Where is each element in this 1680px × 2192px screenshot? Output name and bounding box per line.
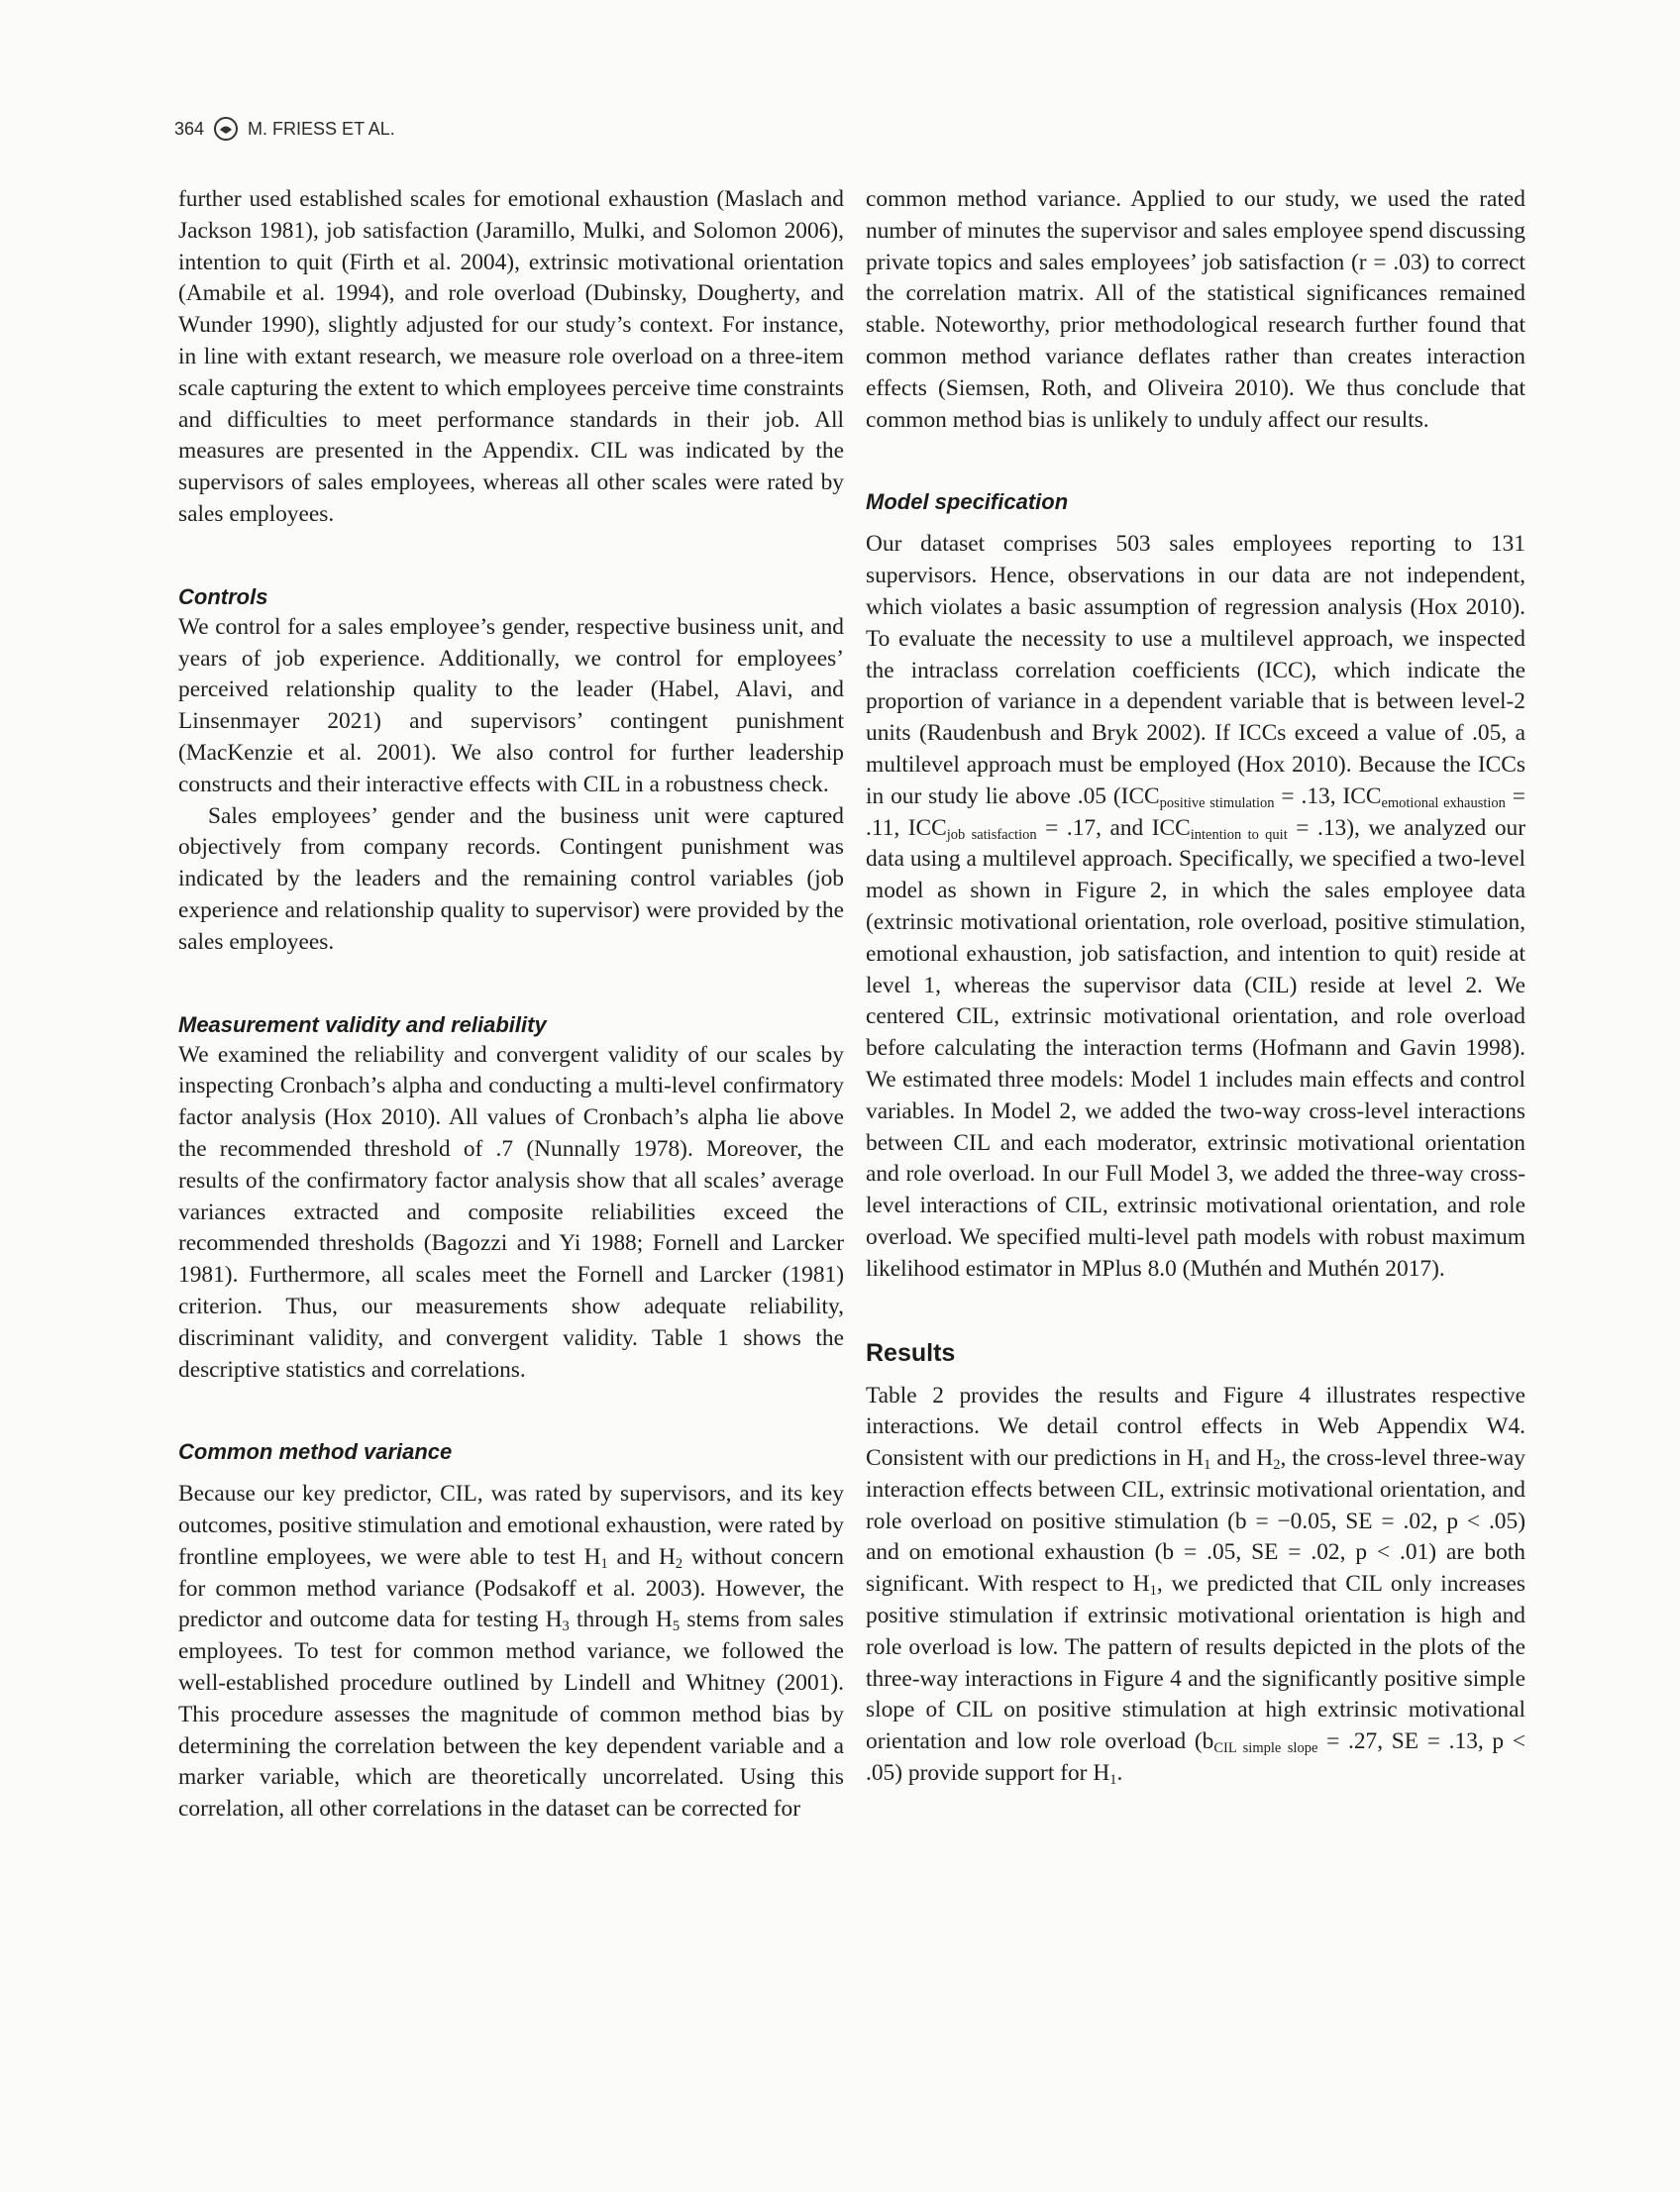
left-column: [178, 184, 844, 1826]
measurement-paragraph: We examined the reliability and convergent validity of our scales by inspecting Cronbach’s alpha and conducting a multi-level confirmatory factor analysis (Hox 2010). All values of Cronbach’s alpha lie above the recommended threshold of .7 (Nunnally 1978). Moreover, the results of the confirmatory factor analysis show that all scales’ average variances extracted and composite reliabilities exceed the recommended thresholds (Bagozzi and Yi 1988; Fornell and Larcker 1981). Furthermore, all scales meet the Fornell and Larcker (1981) criterion. Thus, our measurements show adequate reliability, discriminant validity, and convergent validity. Table 1 shows the descriptive statistics and correlations.: [178, 1041, 844, 1383]
controls-paragraph-1: We control for a sales employee’s gender, respective business unit, and years of job experience. Additionally, we control for employees’ perceived relationship quality to the leader (Habel, Alavi, and Linsenmayer 2021) and supervisors’ contingent punishment (MacKenzie et al. 2001). We also control for further leadership constructs and their interactive effects with CIL in a robustness check.: [178, 613, 844, 797]
model-spec-heading: Model specification: [866, 489, 1069, 515]
running-header: [174, 117, 395, 141]
controls-heading: Controls: [178, 583, 268, 609]
intro-paragraph: further used established scales for emotional exhaustion (Maslach and Jackson 1981), job satisfaction (Jaramillo, Mulki, and Solomon 2006), intention to quit (Firth et al. 2004), extrinsic motivational orientation (Amabile et al. 1994), and role overload (Dubinsky, Dougherty, and Wunder 1990), slightly adjusted for our study’s context. For instance, in line with extant research, we measure role overload on a three-item scale capturing the extent to which employees perceive time constraints and difficulties to meet performance standards in their job. All measures are presented in the Appendix. CIL was indicated by the supervisors of sales employees, whereas all other scales were rated by sales employees.: [178, 186, 844, 527]
results-heading: Results: [866, 1338, 956, 1367]
controls-paragraph-2: Sales employees’ gender and the business unit were captured objectively from company records. Contingent punishment was indicated by the leaders and the remaining control variables (job experience and relationship quality to supervisor) were provided by the sales employees.: [178, 802, 844, 955]
results-paragraph: Table 2 provides the results and Figure 4 illustrates respective interactions. We detail control effects in Web Appendix W4. Consistent with our predictions in $H_1$ and $H_2$, the cross-level three-way interaction effects between CIL, extrinsic motivational orientation, and role overload on positive stimulation (b = −0.05, SE = .02, p < .05) and on emotional exhaustion (b = .05, SE = .02, p < .01) are both significant. With respect to $H_1$, we predicted that CIL only increases positive stimulation if extrinsic motivational orientation is high and role overload is low. The pattern of results depicted in the plots of the three-way interactions in Figure 4 and the significantly positive simple slope of CIL on positive stimulation at high extrinsic motivational orientation and low role overload ($b_{CIL simple slope} = .27$, SE = .13, p < .05) provide support for $H_1$.: [866, 1382, 1526, 1789]
running-head: M. FRIESS ET AL.: [248, 118, 395, 139]
cmv-continued-paragraph: common method variance. Applied to our study, we used the rated number of minutes the supervisor and sales employee spend discussing private topics and sales employees’ job satisfaction (r = .03) to correct the correlation matrix. All of the statistical significances remained stable. Noteworthy, prior methodological research further found that common method variance deflates rather than creates interaction effects (Siemsen, Roth, and Oliveira 2010). We thus conclude that common method bias is unlikely to unduly affect our results.: [866, 186, 1525, 433]
measurement-heading: Measurement validity and reliability: [178, 1011, 547, 1037]
right-column: [866, 184, 1525, 1790]
cmv-paragraph: Because our key predictor, CIL, was rated by supervisors, and its key outcomes, positive stimulation and emotional exhaustion, were rated by frontline employees, we were able to test $H_1$ and $H_2$ without concern for common method variance (Podsakoff et al. 2003). However, the predictor and outcome data for testing $H_3$ through $H_5$ stems from sales employees. To test for common method variance, we followed the well-established procedure outlined by Lindell and Whitney (2001). This procedure assesses the magnitude of common method bias by determining the correlation between the key dependent variable and a marker variable, which are theoretically uncorrelated. Using this correlation, all other correlations in the dataset can be corrected for: [178, 1481, 844, 1823]
model-spec-paragraph: Our dataset comprises 503 sales employees reporting to 131 supervisors. Hence, observations in our data are not independent, which violates a basic assumption of regression analysis (Hox 2010). To evaluate the necessity to use a multilevel approach, we inspected the intraclass correlation coefficients (ICC), which indicate the proportion of variance in a dependent variable that is between level-2 units (Raudenbush and Bryk 2002). If ICCs exceed a value of .05, a multilevel approach must be employed (Hox 2010). Because the ICCs in our study lie above .05 ($ICC_{positive stimulation} = .13$, $ICC_{emotional exhaustion} = .11$, $ICC_{job satisfaction} = .17$, and $ICC_{intention to quit} = .13$), we analyzed our data using a multilevel approach. Specifically, we specified a two-level model as shown in Figure 2, in which the sales employee data (extrinsic motivational orientation, role overload, positive stimulation, emotional exhaustion, job satisfaction, and intention to quit) reside at level 1, whereas the supervisor data (CIL) reside at level 2. We centered CIL, extrinsic motivational orientation, and role overload before calculating the interaction terms (Hofmann and Gavin 1998). We estimated three models: Model 1 includes main effects and control variables. In Model 2, we added the two-way cross-level interactions between CIL and each moderator, extrinsic motivational orientation and role overload. In our Full Model 3, we added the three-way cross-level interactions of CIL, extrinsic motivational orientation, and role overload. We specified multi-level path models with robust maximum likelihood estimator in MPlus 8.0 (Muthén and Muthén 2017).: [866, 531, 1526, 1282]
page-number: 364: [174, 118, 205, 139]
cmv-heading: Common method variance: [178, 1439, 453, 1465]
publisher-logo-icon: [214, 117, 238, 141]
